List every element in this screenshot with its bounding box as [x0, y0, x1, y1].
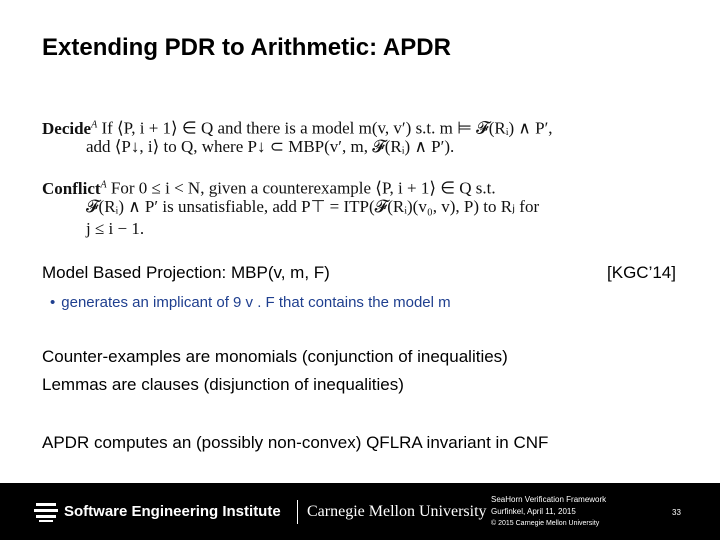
decide-rule-line1: If ⟨P, i + 1⟩ ∈ Q and there is a model m(v, v′) s.t. m ⊨ 𝓕(Rᵢ) ∧ P′,: [101, 118, 553, 138]
cmu-name: Carnegie Mellon University: [307, 503, 487, 520]
conflict-rule-line1: For 0 ≤ i < N, given a counterexample ⟨P, i + 1⟩ ∈ Q s.t.: [110, 178, 496, 198]
bullet-icon: •: [50, 294, 56, 311]
footer-meta: [491, 494, 606, 530]
footer-meta-author: Gurfinkel, April 11, 2015: [491, 507, 576, 516]
conflict-rule-name: Conflict$^A$: [42, 178, 107, 198]
conflict-rule-line2: 𝓕(Rᵢ) ∧ P′ is unsatisfiable, add P⊤ = ITP(𝓕(Rᵢ)(v₀, v), P) to Rⱼ for: [86, 197, 540, 216]
body-line-apdr: APDR computes an (possibly non-convex) QFLRA invariant in CNF: [42, 433, 549, 452]
decide-rule-name: Decide$^A$: [42, 118, 98, 138]
decide-rule-line2: add ⟨P↓, i⟩ to Q, where P↓ ⊂ MBP(v′, m, 𝓕(Rᵢ) ∧ P′).: [86, 137, 455, 156]
footer-copyright: © 2015 Carnegie Mellon University: [491, 520, 600, 527]
mbp-bullet: [50, 294, 451, 311]
slide-title: Extending PDR to Arithmetic: APDR: [42, 34, 451, 61]
page-number: 33: [672, 508, 681, 517]
citation: [KGC’14]: [607, 263, 676, 282]
body-line-lemmas: Lemmas are clauses (disjunction of inequalities): [42, 375, 404, 394]
mbp-bullet-text: generates an implicant of 9 v . F that contains the model m: [61, 294, 451, 311]
mbp-heading: Model Based Projection: MBP(v, m, F): [42, 263, 330, 282]
body-line-counterexamples: Counter-examples are monomials (conjunction of inequalities): [42, 347, 508, 366]
sei-name: Software Engineering Institute: [64, 503, 281, 520]
sei-logo-icon: [34, 500, 58, 524]
footer-bar: [0, 483, 720, 540]
conflict-rule-line3: j ≤ i − 1.: [86, 219, 145, 238]
footer-divider: [297, 500, 298, 524]
footer-meta-title: SeaHorn Verification Framework: [491, 495, 607, 504]
